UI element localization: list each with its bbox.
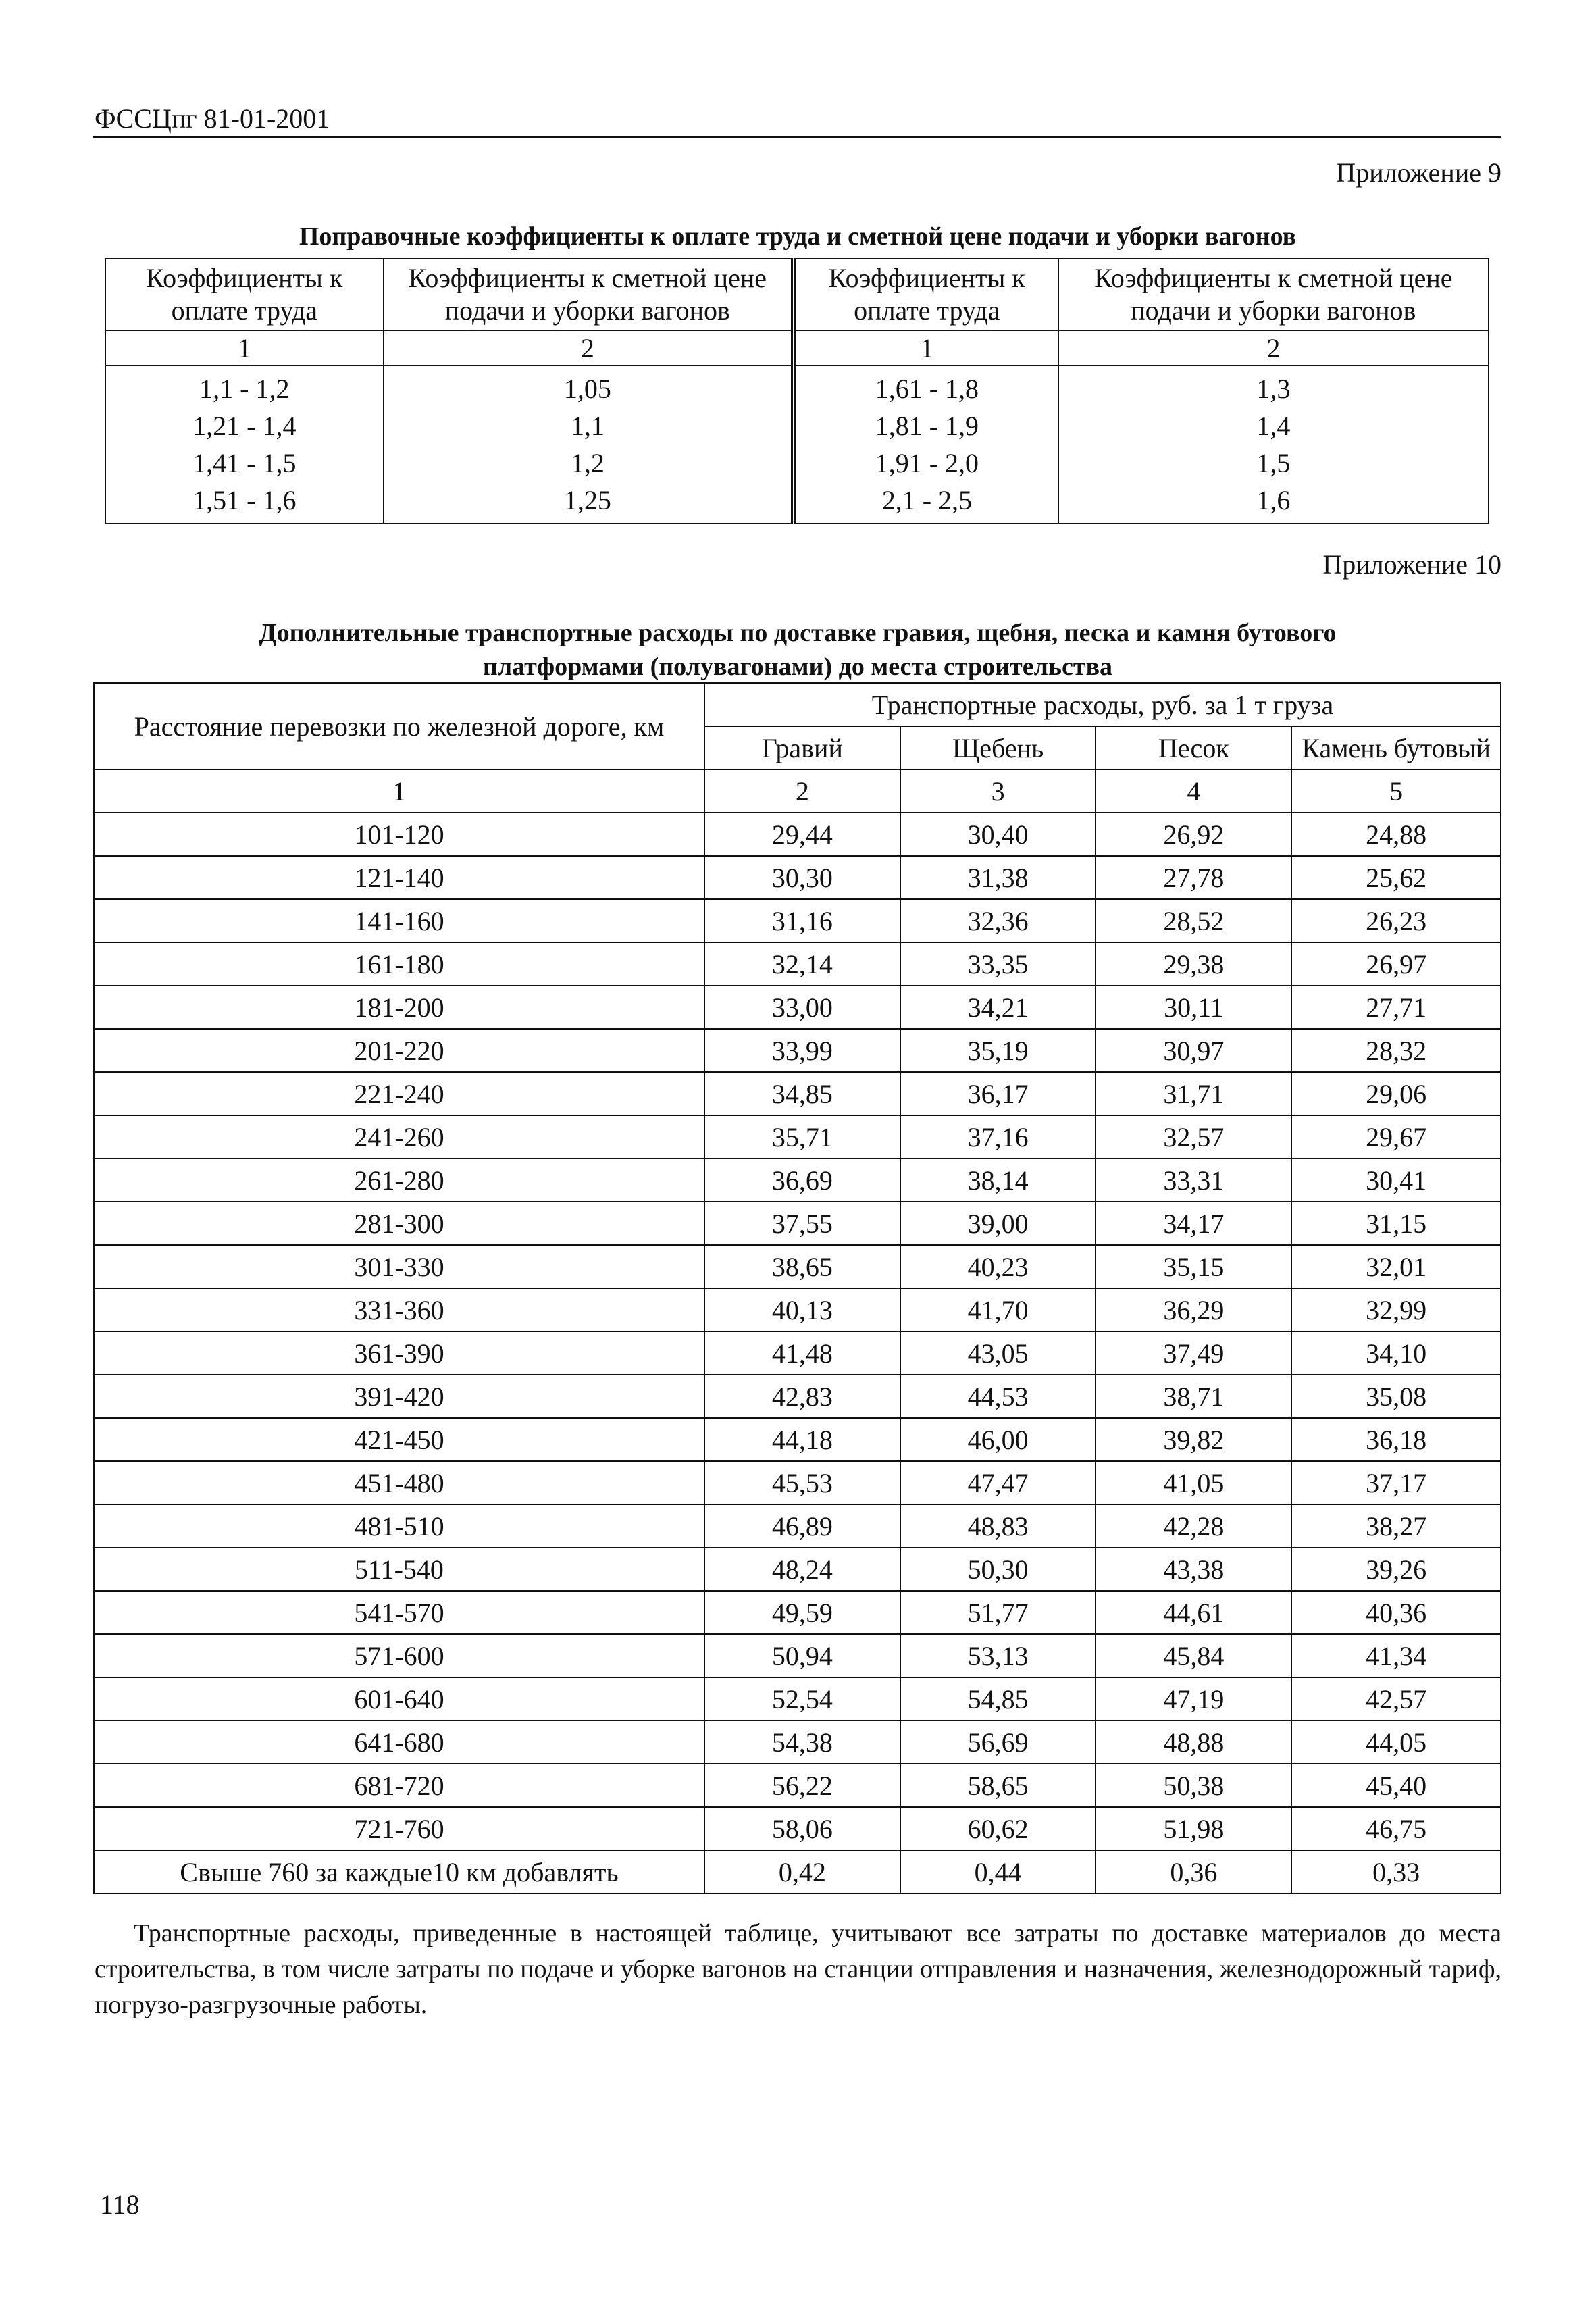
cost-cell: 52,54 <box>704 1677 900 1721</box>
column-number: 1 <box>794 330 1058 365</box>
cost-cell: 30,97 <box>1096 1029 1291 1072</box>
table-row <box>94 1504 1501 1548</box>
table-row <box>94 1418 1501 1461</box>
cost-cell: 45,40 <box>1291 1764 1501 1807</box>
distance-cell: 241-260 <box>94 1115 704 1159</box>
table-cell: 1,41 - 1,5 <box>105 444 384 482</box>
cost-cell: 38,71 <box>1096 1375 1291 1418</box>
cost-cell: 28,52 <box>1096 899 1291 942</box>
cost-cell: 30,40 <box>900 813 1096 856</box>
header-sand: Песок <box>1096 726 1291 769</box>
table-cell: 1,05 <box>384 365 794 407</box>
distance-cell: 331-360 <box>94 1288 704 1331</box>
cost-cell: 54,38 <box>704 1721 900 1764</box>
table-header-row <box>105 259 1489 330</box>
table-row <box>94 1331 1501 1375</box>
table-row <box>94 986 1501 1029</box>
cost-cell: 48,24 <box>704 1548 900 1591</box>
cost-cell: 43,05 <box>900 1331 1096 1375</box>
cost-cell: 31,71 <box>1096 1072 1291 1115</box>
table-row <box>94 1375 1501 1418</box>
cost-cell: 37,17 <box>1291 1461 1501 1504</box>
table-cell: 1,61 - 1,8 <box>794 365 1058 407</box>
cost-cell: 47,19 <box>1096 1677 1291 1721</box>
column-number-row <box>94 769 1501 813</box>
distance-cell: 221-240 <box>94 1072 704 1115</box>
cost-cell: 36,29 <box>1096 1288 1291 1331</box>
column-number: 2 <box>384 330 794 365</box>
distance-cell: 641-680 <box>94 1721 704 1764</box>
cost-cell: 29,67 <box>1291 1115 1501 1159</box>
cost-cell: 45,84 <box>1096 1634 1291 1677</box>
table-row <box>105 407 1489 444</box>
distance-cell: 541-570 <box>94 1591 704 1634</box>
cost-cell: 29,06 <box>1291 1072 1501 1115</box>
distance-cell: 161-180 <box>94 942 704 986</box>
table-row <box>94 942 1501 986</box>
cost-cell: 44,05 <box>1291 1721 1501 1764</box>
cost-cell: 35,08 <box>1291 1375 1501 1418</box>
cost-cell: 42,28 <box>1096 1504 1291 1548</box>
table-cell: 1,1 - 1,2 <box>105 365 384 407</box>
table-row <box>94 1461 1501 1504</box>
distance-cell: 141-160 <box>94 899 704 942</box>
cost-cell: 25,62 <box>1291 856 1501 899</box>
cost-cell: 49,59 <box>704 1591 900 1634</box>
cost-cell: 46,00 <box>900 1418 1096 1461</box>
table-cell: 1,21 - 1,4 <box>105 407 384 444</box>
cost-cell: 30,30 <box>704 856 900 899</box>
cost-cell: 54,85 <box>900 1677 1096 1721</box>
header-wagon-coef-1: Коэффициенты к сметной цене подачи и уборки вагонов <box>384 259 794 330</box>
cost-cell: 32,57 <box>1096 1115 1291 1159</box>
table-cell: 1,3 <box>1058 365 1489 407</box>
distance-cell: 201-220 <box>94 1029 704 1072</box>
distance-cell: 681-720 <box>94 1764 704 1807</box>
header-labor-coef-1: Коэффициенты к оплате труда <box>105 259 384 330</box>
cost-cell: 48,88 <box>1096 1721 1291 1764</box>
table-cell: 1,2 <box>384 444 794 482</box>
cost-cell: 33,00 <box>704 986 900 1029</box>
distance-cell: 101-120 <box>94 813 704 856</box>
cost-cell: 41,05 <box>1096 1461 1291 1504</box>
document-code: ФССЦпг 81-01-2001 <box>95 103 330 134</box>
cost-cell: 36,17 <box>900 1072 1096 1115</box>
cost-cell: 38,27 <box>1291 1504 1501 1548</box>
distance-cell: 571-600 <box>94 1634 704 1677</box>
table-row <box>94 1850 1501 1893</box>
cost-cell: 30,41 <box>1291 1159 1501 1202</box>
column-number-row <box>105 330 1489 365</box>
cost-cell: 0,44 <box>900 1850 1096 1893</box>
distance-cell: 301-330 <box>94 1245 704 1288</box>
cost-cell: 56,69 <box>900 1721 1096 1764</box>
cost-cell: 50,30 <box>900 1548 1096 1591</box>
cost-cell: 45,53 <box>704 1461 900 1504</box>
table-cell: 1,51 - 1,6 <box>105 482 384 524</box>
cost-cell: 56,22 <box>704 1764 900 1807</box>
distance-cell: 601-640 <box>94 1677 704 1721</box>
table-cell: 1,5 <box>1058 444 1489 482</box>
table-row <box>94 1288 1501 1331</box>
header-labor-coef-2: Коэффициенты к оплате труда <box>794 259 1058 330</box>
cost-cell: 27,71 <box>1291 986 1501 1029</box>
cost-cell: 37,49 <box>1096 1331 1291 1375</box>
cost-cell: 31,38 <box>900 856 1096 899</box>
cost-cell: 40,23 <box>900 1245 1096 1288</box>
cost-cell: 34,17 <box>1096 1202 1291 1245</box>
table-cell: 1,91 - 2,0 <box>794 444 1058 482</box>
cost-cell: 31,15 <box>1291 1202 1501 1245</box>
table-row <box>94 1072 1501 1115</box>
cost-cell: 0,36 <box>1096 1850 1291 1893</box>
distance-cell: 391-420 <box>94 1375 704 1418</box>
table-row <box>94 1634 1501 1677</box>
header-wagon-coef-2: Коэффициенты к сметной цене подачи и уборки вагонов <box>1058 259 1489 330</box>
cost-cell: 42,57 <box>1291 1677 1501 1721</box>
distance-cell: 721-760 <box>94 1807 704 1850</box>
header-crushed-stone: Щебень <box>900 726 1096 769</box>
table-row <box>105 482 1489 524</box>
table-row <box>94 1202 1501 1245</box>
table-row <box>94 1764 1501 1807</box>
footnote: Транспортные расходы, приведенные в настоящей таблице, учитывают все затраты по доставке материалов до места строительства, в том числе затраты по подаче и уборке вагонов на станции отправления и назначения, железнодорожный тариф, погрузо-разгрузочные работы. <box>95 1919 1501 2019</box>
cost-cell: 36,18 <box>1291 1418 1501 1461</box>
cost-cell: 33,31 <box>1096 1159 1291 1202</box>
cost-cell: 32,01 <box>1291 1245 1501 1288</box>
table-cell: 1,81 - 1,9 <box>794 407 1058 444</box>
table-row <box>105 365 1489 407</box>
cost-cell: 37,55 <box>704 1202 900 1245</box>
appendix-10-label: Приложение 10 <box>1322 549 1501 580</box>
cost-cell: 24,88 <box>1291 813 1501 856</box>
cost-cell: 37,16 <box>900 1115 1096 1159</box>
cost-cell: 48,83 <box>900 1504 1096 1548</box>
table-row <box>94 1807 1501 1850</box>
cost-cell: 44,18 <box>704 1418 900 1461</box>
column-number: 2 <box>1058 330 1489 365</box>
table-row <box>94 1677 1501 1721</box>
cost-cell: 33,99 <box>704 1029 900 1072</box>
cost-cell: 51,77 <box>900 1591 1096 1634</box>
appendix-10-title-line-1: Дополнительные транспортные расходы по доставке гравия, щебня, песка и камня бутового <box>259 619 1337 647</box>
cost-cell: 26,97 <box>1291 942 1501 986</box>
appendix-10-title-line-2: платформами (полувагонами) до места строительства <box>482 653 1113 681</box>
cost-cell: 58,65 <box>900 1764 1096 1807</box>
page-number: 118 <box>100 2189 140 2220</box>
distance-cell: 121-140 <box>94 856 704 899</box>
table-row <box>94 1245 1501 1288</box>
table-row <box>94 1721 1501 1764</box>
header-rubble-stone: Камень бутовый <box>1291 726 1501 769</box>
cost-cell: 35,71 <box>704 1115 900 1159</box>
cost-cell: 38,65 <box>704 1245 900 1288</box>
cost-cell: 27,78 <box>1096 856 1291 899</box>
table-row <box>94 1115 1501 1159</box>
coefficients-table <box>105 258 1489 524</box>
table-cell: 1,1 <box>384 407 794 444</box>
cost-cell: 44,61 <box>1096 1591 1291 1634</box>
appendix-9-label: Приложение 9 <box>1336 157 1501 188</box>
table-cell: 2,1 - 2,5 <box>794 482 1058 524</box>
distance-cell: 451-480 <box>94 1461 704 1504</box>
cost-cell: 34,10 <box>1291 1331 1501 1375</box>
cost-cell: 39,82 <box>1096 1418 1291 1461</box>
distance-cell: 181-200 <box>94 986 704 1029</box>
distance-cell: 261-280 <box>94 1159 704 1202</box>
cost-cell: 29,38 <box>1096 942 1291 986</box>
cost-cell: 41,48 <box>704 1331 900 1375</box>
distance-cell: 361-390 <box>94 1331 704 1375</box>
appendix-9-title: Поправочные коэффициенты к оплате труда и сметной цене подачи и уборки вагонов <box>299 222 1297 251</box>
cost-cell: 39,26 <box>1291 1548 1501 1591</box>
header-rule <box>93 136 1501 138</box>
cost-cell: 39,00 <box>900 1202 1096 1245</box>
cost-cell: 51,98 <box>1096 1807 1291 1850</box>
cost-cell: 58,06 <box>704 1807 900 1850</box>
cost-cell: 40,36 <box>1291 1591 1501 1634</box>
cost-cell: 42,83 <box>704 1375 900 1418</box>
cost-cell: 40,13 <box>704 1288 900 1331</box>
cost-cell: 41,34 <box>1291 1634 1501 1677</box>
column-number: 5 <box>1291 769 1501 813</box>
table-row <box>94 813 1501 856</box>
column-number: 1 <box>94 769 704 813</box>
cost-cell: 36,69 <box>704 1159 900 1202</box>
column-number: 3 <box>900 769 1096 813</box>
table-row <box>94 1591 1501 1634</box>
distance-cell: 511-540 <box>94 1548 704 1591</box>
column-number: 4 <box>1096 769 1291 813</box>
cost-cell: 47,47 <box>900 1461 1096 1504</box>
cost-cell: 32,14 <box>704 942 900 986</box>
cost-cell: 50,38 <box>1096 1764 1291 1807</box>
table-row <box>94 856 1501 899</box>
cost-cell: 34,85 <box>704 1072 900 1115</box>
table-cell: 1,25 <box>384 482 794 524</box>
table-cell: 1,6 <box>1058 482 1489 524</box>
cost-cell: 0,42 <box>704 1850 900 1893</box>
column-number: 2 <box>704 769 900 813</box>
header-costs: Транспортные расходы, руб. за 1 т груза <box>704 683 1501 726</box>
table-row <box>94 1029 1501 1072</box>
distance-cell: 481-510 <box>94 1504 704 1548</box>
table-row <box>105 444 1489 482</box>
cost-cell: 33,35 <box>900 942 1096 986</box>
cost-cell: 0,33 <box>1291 1850 1501 1893</box>
cost-cell: 46,75 <box>1291 1807 1501 1850</box>
cost-cell: 50,94 <box>704 1634 900 1677</box>
cost-cell: 41,70 <box>900 1288 1096 1331</box>
cost-cell: 32,36 <box>900 899 1096 942</box>
distance-cell: 421-450 <box>94 1418 704 1461</box>
cost-cell: 35,19 <box>900 1029 1096 1072</box>
cost-cell: 35,15 <box>1096 1245 1291 1288</box>
cost-cell: 26,23 <box>1291 899 1501 942</box>
distance-cell: Свыше 760 за каждые10 км добавлять <box>94 1850 704 1893</box>
table-cell: 1,4 <box>1058 407 1489 444</box>
cost-cell: 26,92 <box>1096 813 1291 856</box>
column-number: 1 <box>105 330 384 365</box>
table-header-row <box>94 683 1501 726</box>
cost-cell: 60,62 <box>900 1807 1096 1850</box>
distance-cell: 281-300 <box>94 1202 704 1245</box>
cost-cell: 43,38 <box>1096 1548 1291 1591</box>
cost-cell: 32,99 <box>1291 1288 1501 1331</box>
cost-cell: 31,16 <box>704 899 900 942</box>
cost-cell: 30,11 <box>1096 986 1291 1029</box>
transport-costs-table <box>93 682 1501 1894</box>
cost-cell: 44,53 <box>900 1375 1096 1418</box>
cost-cell: 53,13 <box>900 1634 1096 1677</box>
cost-cell: 28,32 <box>1291 1029 1501 1072</box>
header-distance: Расстояние перевозки по железной дороге, км <box>94 683 704 769</box>
header-gravel: Гравий <box>704 726 900 769</box>
table-row <box>94 1548 1501 1591</box>
cost-cell: 29,44 <box>704 813 900 856</box>
appendix-10-title <box>95 616 1501 684</box>
table-row <box>94 1159 1501 1202</box>
cost-cell: 38,14 <box>900 1159 1096 1202</box>
cost-cell: 34,21 <box>900 986 1096 1029</box>
table-row <box>94 899 1501 942</box>
cost-cell: 46,89 <box>704 1504 900 1548</box>
